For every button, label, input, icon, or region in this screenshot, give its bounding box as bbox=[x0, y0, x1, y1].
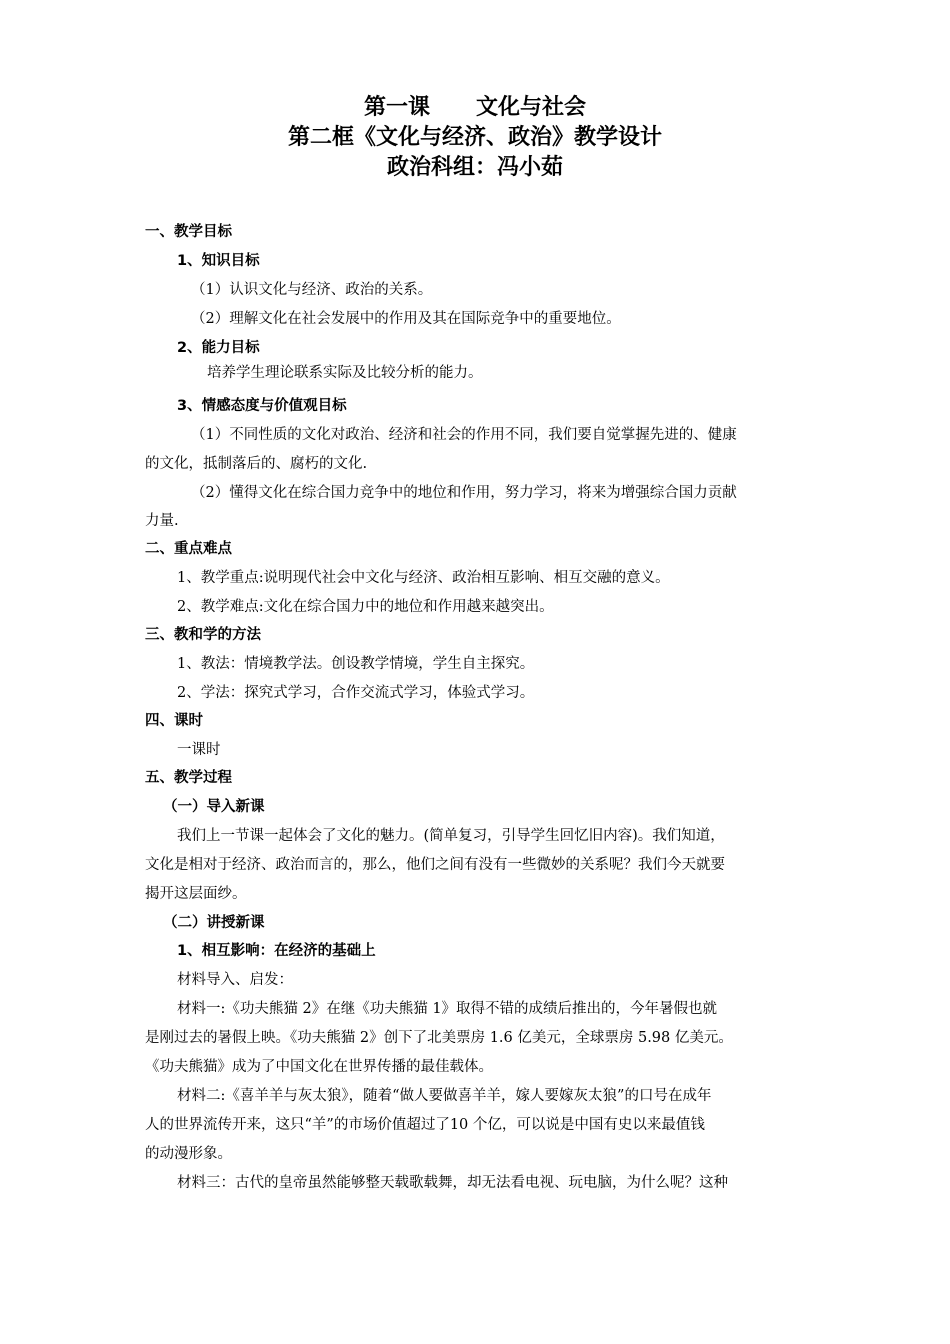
paragraph: 培养学生理论联系实际及比较分析的能力。 bbox=[207, 365, 483, 381]
section-heading: 四、课时 bbox=[145, 713, 203, 729]
paragraph: 2、学法：探究式学习，合作交流式学习，体验式学习。 bbox=[177, 685, 535, 701]
paragraph: （2）理解文化在社会发展中的作用及其在国际竞争中的重要地位。 bbox=[191, 311, 621, 327]
paragraph: 《功夫熊猫》成为了中国文化在世界传播的最佳载体。 bbox=[145, 1059, 493, 1075]
paragraph: （2）懂得文化在综合国力竞争中的地位和作用，努力学习，将来为增强综合国力贡献 bbox=[191, 485, 737, 501]
paragraph: 的文化，抵制落后的、腐朽的文化. bbox=[145, 456, 368, 472]
section-heading: 五、教学过程 bbox=[145, 770, 232, 786]
paragraph: 我们上一节课一起体会了文化的魅力。(简单复习，引导学生回忆旧内容)。我们知道， bbox=[177, 828, 725, 844]
paragraph: 材料导入、启发： bbox=[177, 972, 293, 988]
author-line: 政治科组：冯小茹 bbox=[386, 155, 563, 180]
paragraph: 材料三：古代的皇帝虽然能够整天载歌载舞，却无法看电视、玩电脑，为什么呢？这种 bbox=[177, 1175, 728, 1191]
paragraph: 材料二:《喜羊羊与灰太狼》，随着“做人要做喜羊羊，嫁人要嫁灰太狼”的口号在成年 bbox=[177, 1088, 712, 1104]
subsection-heading: （一）导入新课 bbox=[163, 799, 265, 815]
paragraph: 1、教法：情境教学法。创设教学情境，学生自主探究。 bbox=[177, 656, 535, 672]
paragraph: 材料一:《功夫熊猫 2》在继《功夫熊猫 1》取得不错的成绩后推出的，今年暑假也就 bbox=[177, 1001, 718, 1017]
paragraph: 的动漫形象。 bbox=[145, 1146, 232, 1162]
subsection-heading: 2、能力目标 bbox=[177, 340, 260, 356]
paragraph: 2、教学难点:文化在综合国力中的地位和作用越来越突出。 bbox=[177, 599, 554, 615]
paragraph: 一课时 bbox=[177, 742, 221, 758]
paragraph: 1、教学重点:说明现代社会中文化与经济、政治相互影响、相互交融的意义。 bbox=[177, 570, 670, 586]
section-heading: 三、教和学的方法 bbox=[145, 627, 261, 643]
subsection-heading: 1、相互影响：在经济的基础上 bbox=[177, 943, 376, 959]
subsection-heading: 3、情感态度与价值观目标 bbox=[177, 398, 347, 414]
paragraph: 文化是相对于经济、政治而言的，那么，他们之间有没有一些微妙的关系呢？我们今天就要 bbox=[145, 857, 725, 873]
paragraph: 力量. bbox=[145, 513, 179, 529]
subsection-heading: （二）讲授新课 bbox=[163, 915, 265, 931]
paragraph: （1）不同性质的文化对政治、经济和社会的作用不同，我们要自觉掌握先进的、健康 bbox=[191, 427, 737, 443]
section-heading: 一、教学目标 bbox=[145, 224, 232, 240]
lesson-subtitle: 第二框《文化与经济、政治》教学设计 bbox=[287, 125, 662, 150]
subsection-heading: 1、知识目标 bbox=[177, 253, 260, 269]
lesson-title: 第一课 文化与社会 bbox=[364, 95, 586, 120]
paragraph: （1）认识文化与经济、政治的关系。 bbox=[191, 282, 433, 298]
paragraph: 揭开这层面纱。 bbox=[145, 886, 247, 902]
section-heading: 二、重点难点 bbox=[145, 541, 232, 557]
paragraph: 是刚过去的暑假上映。《功夫熊猫 2》创下了北美票房 1.6 亿美元，全球票房 5.98 亿美元。 bbox=[145, 1030, 733, 1046]
paragraph: 人的世界流传开来，这只“羊”的市场价值超过了10 个亿，可以说是中国有史以来最值钱 bbox=[145, 1117, 705, 1133]
